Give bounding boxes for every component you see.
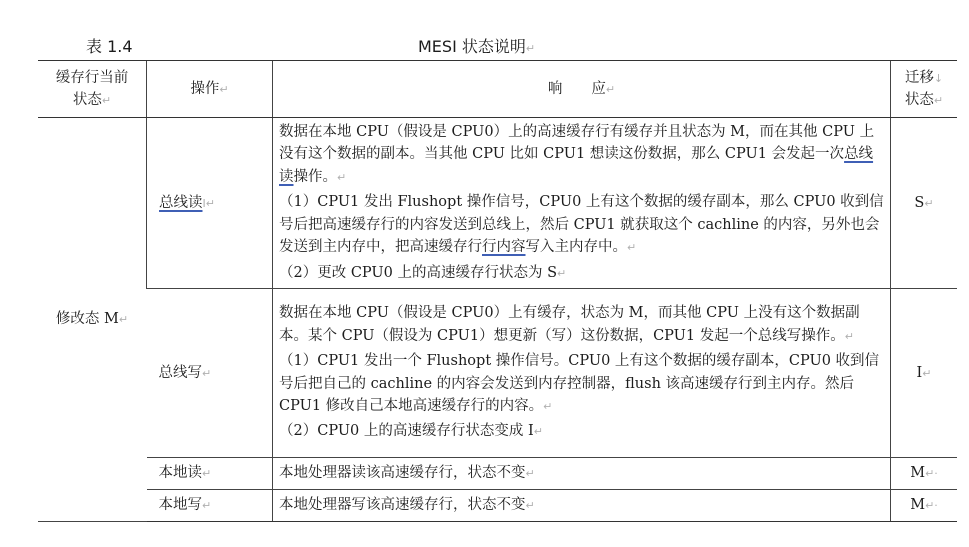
response-cell: 本地处理器读该高速缓存行，状态不变↵ (273, 458, 891, 490)
transition-cell: M↵· (891, 490, 958, 522)
table-title: MESI 状态说明↵ (418, 37, 536, 56)
paragraph-mark-icon: ↵ (525, 42, 536, 55)
header-operation: 操作↵ (147, 61, 273, 118)
header-row (38, 61, 957, 118)
transition-cell: S↵ (891, 118, 958, 289)
header-response: 响 应↵ (273, 61, 891, 118)
header-current-state: 缓存行当前 状态↵ (38, 61, 147, 118)
operation-cell: 本地读↵ (147, 458, 273, 490)
table-row (38, 118, 957, 289)
mesi-table (38, 60, 957, 522)
current-state-cell: 修改态 M↵ (38, 118, 147, 522)
transition-cell: I↵ (891, 289, 958, 458)
operation-cell: 本地写↵ (147, 490, 273, 522)
response-cell: 数据在本地 CPU（假设是 CPU0）上有缓存，状态为 M，而其他 CPU 上没有这个数据副本。某个 CPU（假设为 CPU1）想更新（写）这份数据，CPU1 发起一个总线写操作。↵ （1）CPU1 发出一个 Flushopt 操作信号。CPU0 上有这个数据的缓存副本，CPU0 收到信号后把自己的 cachline 的内容会发送到内存控制器，flush 该高速缓存行到主内存。然后 CPU1 修改自己本地高速缓存行的内容。↵ （2）CPU0 上的高速缓存行状态变成 I↵ (273, 289, 891, 458)
table-row (38, 289, 957, 458)
header-transition-state: 迁移↓ 状态↵ (891, 61, 958, 118)
table-number: 表 1.4 (86, 37, 133, 56)
table-row (38, 458, 957, 490)
operation-cell: 总线写↵ (147, 289, 273, 458)
operation-cell: 总线读I↵ (147, 118, 273, 289)
response-cell: 数据在本地 CPU（假设是 CPU0）上的高速缓存行有缓存并且状态为 M，而在其他 CPU 上没有这个数据的副本。当其他 CPU 比如 CPU1 想读这份数据，那么 CPU1 会发起一次总线读操作。↵ （1）CPU1 发出 Flushopt 操作信号，CPU0 上有这个数据的缓存副本，那么 CPU0 收到信号后把高速缓存行的内容发送到总线上，然后 CPU1 就获取这个 cachline 的内容，另外也会发送到主内存中，把高速缓存行行内容写入主内存中。↵ （2）更改 CPU0 上的高速缓存行状态为 S↵ (273, 118, 891, 289)
transition-cell: M↵· (891, 458, 958, 490)
table-row (38, 490, 957, 522)
response-cell: 本地处理器写该高速缓存行，状态不变↵ (273, 490, 891, 522)
